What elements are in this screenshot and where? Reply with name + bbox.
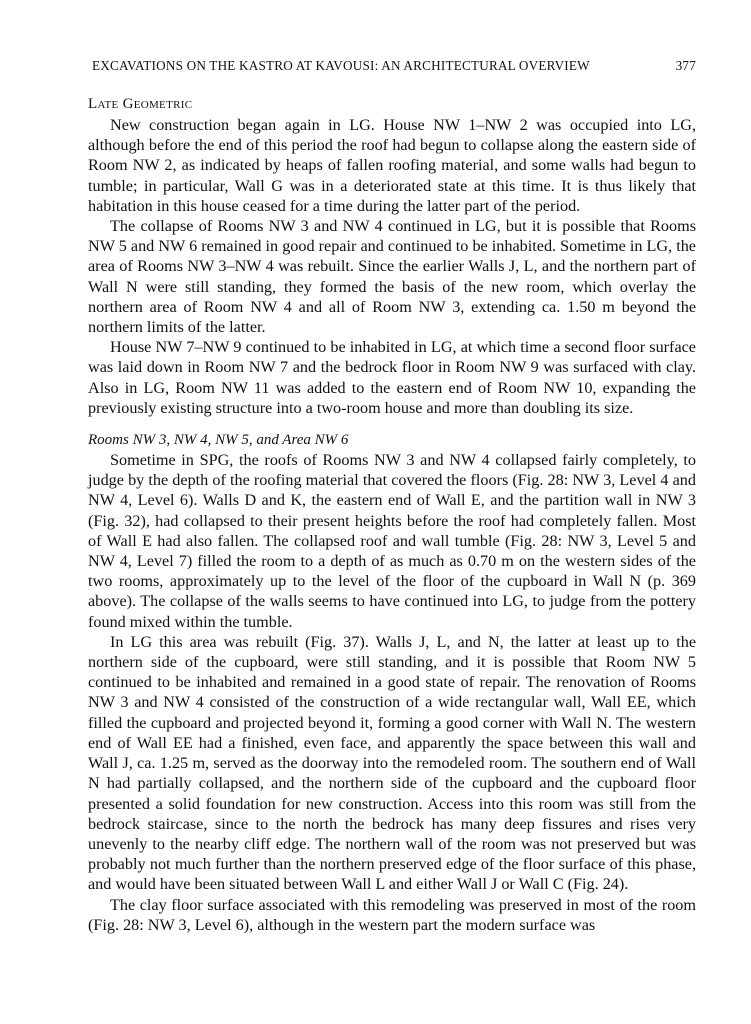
paragraph: House NW 7–NW 9 continued to be inhabited in LG, at which time a second floor surface was laid down in Room NW 7 and the bedrock floor in Room NW 9 was surfaced with clay. Also in LG, Room NW 11 was added to the eastern end of Room NW 10, expanding the previously existing structure into a two-room house and more than doubling its size. (88, 338, 696, 417)
section-heading: Late Geometric (88, 96, 193, 112)
subsection-heading: Rooms NW 3, NW 4, NW 5, and Area NW 6 (88, 432, 349, 449)
paragraph: The collapse of Rooms NW 3 and NW 4 continued in LG, but it is possible that Rooms NW 5 and NW 6 remained in good repair and continued to be inhabited. Sometime in LG, the area of Rooms NW 3–NW 4 was rebuilt. Since the earlier Walls J, L, and the northern part of Wall N were still standing, they formed the basis of the new room, which overlay the northern area of Room NW 4 and all of Room NW 3, extending ca. 1.50 m beyond the northern limits of the latter. (88, 217, 696, 337)
paragraph: Sometime in SPG, the roofs of Rooms NW 3 and NW 4 collapsed fairly completely, to judge by the depth of the roofing material that covered the floors (Fig. 28: NW 3, Level 4 and NW 4, Level 6). Walls D and K, the eastern end of Wall E, and the partition wall in NW 3 (Fig. 32), had collapsed to their present heights before the roof had completely fallen. Most of Wall E had also fallen. The collapsed roof and wall tumble (Fig. 28: NW 3, Level 5 and NW 4, Level 7) filled the room to a depth of as much as 0.70 m on the western sides of the two rooms, approximately up to the level of the floor of the cupboard in Wall N (p. 369 above). The collapse of the walls seems to have continued into LG, to judge from the pottery found mixed within the tumble. (88, 451, 696, 631)
section-late-geometric (88, 96, 696, 418)
section-rooms-nw3-nw6 (88, 432, 696, 935)
paragraph: New construction began again in LG. House NW 1–NW 2 was occupied into LG, although before the end of this period the roof had begun to collapse along the eastern side of Room NW 2, as indicated by heaps of fallen roofing material, and some walls had begun to tumble; in particular, Wall G was in a deteriorated state at this time. It is thus likely that habitation in this house ceased for a time during the latter part of the period. (88, 116, 696, 215)
paragraph: In LG this area was rebuilt (Fig. 37). Walls J, L, and N, the latter at least up to the northern side of the cupboard, were still standing, and it is possible that Room NW 5 continued to be inhabited and remained in a good state of repair. The renovation of Rooms NW 3 and NW 4 consisted of the construction of a wide rectangular wall, Wall EE, which filled the cupboard and projected beyond it, forming a good corner with Wall N. The western end of Wall EE had a finished, even face, and apparently the space between this wall and Wall J, ca. 1.25 m, served as the doorway into the remodeled room. The southern end of Wall N had partially collapsed, and the northern side of the cupboard and the cupboard floor presented a solid foundation for new construction. Access into this room was still from the bedrock staircase, since to the north the bedrock has many deep fissures and rises very unevenly to the nearby cliff edge. The northern wall of the room was not preserved but was probably not much further than the northern preserved edge of the floor surface of this phase, and would have been situated between Wall L and either Wall J or Wall C (Fig. 24). (88, 632, 696, 894)
page-number: 377 (675, 58, 696, 73)
running-title: EXCAVATIONS ON THE KASTRO AT KAVOUSI: AN ARCHITECTURAL OVERVIEW (92, 58, 590, 73)
running-head (88, 58, 696, 74)
paragraph: The clay floor surface associated with this remodeling was preserved in most of the room (Fig. 28: NW 3, Level 6), although in the western part the modern surface was (88, 895, 696, 934)
